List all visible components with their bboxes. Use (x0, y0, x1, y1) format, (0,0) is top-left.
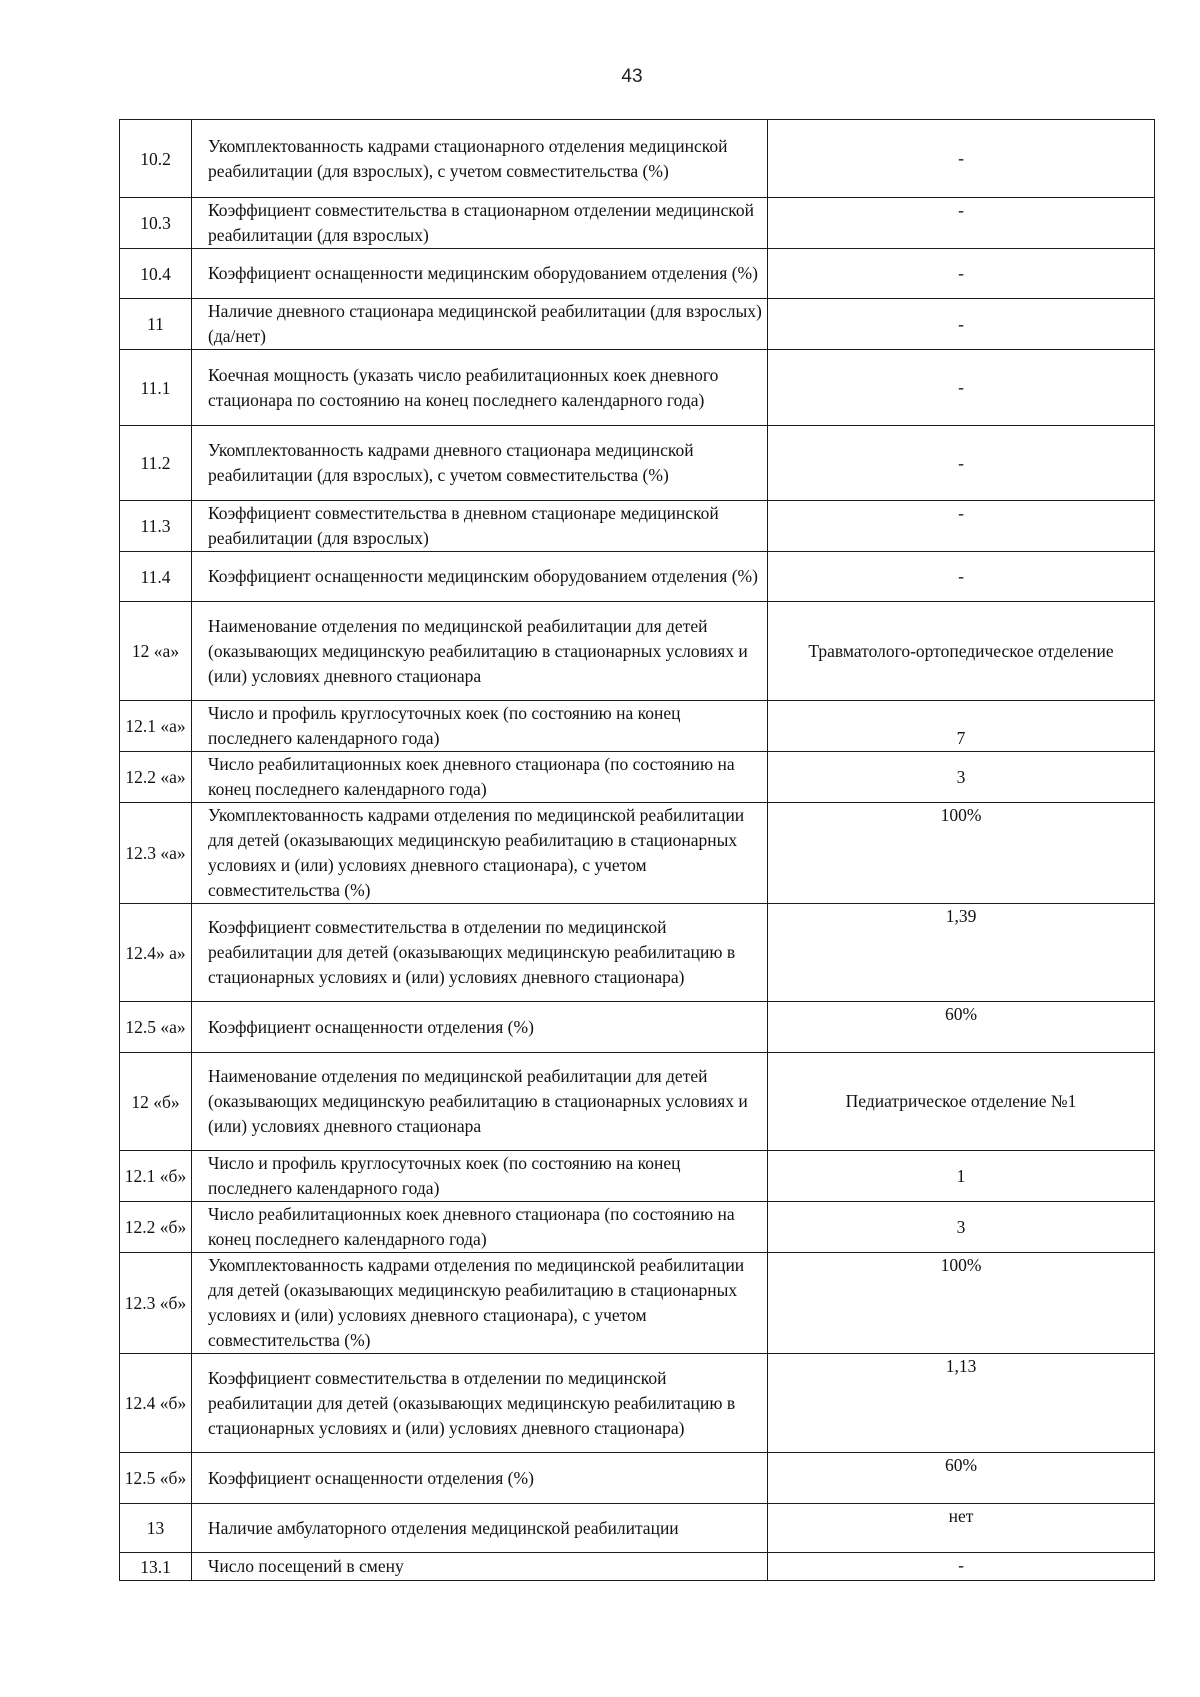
page-number: 43 (621, 66, 643, 87)
row-value: 100% (768, 803, 1155, 904)
row-description: Коэффициент совместительства в стационарном отделении медицинской реабилитации (для взрослых) (192, 198, 768, 249)
table-row (120, 803, 1155, 904)
row-description: Наименование отделения по медицинской реабилитации для детей (оказывающих медицинскую реабилитацию в стационарных условиях и (или) условиях дневного стационара (192, 1053, 768, 1151)
table-row (120, 701, 1155, 752)
row-value: - (768, 299, 1155, 350)
row-description: Коэффициент оснащенности отделения (%) (192, 1002, 768, 1053)
row-number: 12.4 «б» (120, 1354, 192, 1453)
row-description: Укомплектованность кадрами отделения по медицинской реабилитации для детей (оказывающих медицинскую реабилитацию в стационарных условиях и (или) условиях дневного стационара), с учетом совместительства (%) (192, 1253, 768, 1354)
row-description: Число посещений в смену (192, 1553, 768, 1581)
row-description: Наличие дневного стационара медицинской реабилитации (для взрослых) (да/нет) (192, 299, 768, 350)
row-number: 10.4 (120, 249, 192, 299)
table-row (120, 1002, 1155, 1053)
row-description: Число и профиль круглосуточных коек (по состоянию на конец последнего календарного года) (192, 701, 768, 752)
table-row (120, 1151, 1155, 1202)
row-number: 11.1 (120, 350, 192, 426)
table-row (120, 1253, 1155, 1354)
table-row (120, 1053, 1155, 1151)
row-description: Коэффициент совместительства в дневном стационаре медицинской реабилитации (для взрослых) (192, 501, 768, 552)
row-description: Укомплектованность кадрами стационарного отделения медицинской реабилитации (для взрослых), с учетом совместительства (%) (192, 120, 768, 198)
row-value: Педиатрическое отделение №1 (768, 1053, 1155, 1151)
table-row (120, 299, 1155, 350)
table-row (120, 426, 1155, 501)
row-number: 12.3 «б» (120, 1253, 192, 1354)
row-value: 1,39 (768, 904, 1155, 1002)
row-number: 11 (120, 299, 192, 350)
row-description: Коэффициент совместительства в отделении по медицинской реабилитации для детей (оказывающих медицинскую реабилитацию в стационарных условиях и (или) условиях дневного стационара) (192, 904, 768, 1002)
row-number: 11.4 (120, 552, 192, 602)
row-description: Число реабилитационных коек дневного стационара (по состоянию на конец последнего календарного года) (192, 1202, 768, 1253)
row-value: 3 (768, 752, 1155, 803)
table-row (120, 198, 1155, 249)
row-value: - (768, 249, 1155, 299)
row-value: - (768, 120, 1155, 198)
row-description: Коэффициент оснащенности медицинским оборудованием отделения (%) (192, 552, 768, 602)
row-description: Коэффициент оснащенности медицинским оборудованием отделения (%) (192, 249, 768, 299)
row-value: - (768, 501, 1155, 552)
table-row (120, 120, 1155, 198)
row-number: 12 «а» (120, 602, 192, 701)
row-number: 10.3 (120, 198, 192, 249)
row-description: Укомплектованность кадрами отделения по медицинской реабилитации для детей (оказывающих медицинскую реабилитацию в стационарных условиях и (или) условиях дневного стационара), с учетом совместительства (%) (192, 803, 768, 904)
row-value: 100% (768, 1253, 1155, 1354)
table-row (120, 1354, 1155, 1453)
row-description: Наименование отделения по медицинской реабилитации для детей (оказывающих медицинскую реабилитацию в стационарных условиях и (или) условиях дневного стационара (192, 602, 768, 701)
row-number: 12.2 «а» (120, 752, 192, 803)
row-description: Коэффициент оснащенности отделения (%) (192, 1453, 768, 1504)
row-number: 12.2 «б» (120, 1202, 192, 1253)
row-number: 11.3 (120, 501, 192, 552)
row-description: Наличие амбулаторного отделения медицинской реабилитации (192, 1504, 768, 1553)
row-number: 12.5 «б» (120, 1453, 192, 1504)
row-description: Число и профиль круглосуточных коек (по состоянию на конец последнего календарного года) (192, 1151, 768, 1202)
row-number: 10.2 (120, 120, 192, 198)
row-number: 12.5 «а» (120, 1002, 192, 1053)
row-value: 7 (768, 701, 1155, 752)
row-value: - (768, 426, 1155, 501)
table-row (120, 552, 1155, 602)
row-description: Коечная мощность (указать число реабилитационных коек дневного стационара по состоянию на конец последнего календарного года) (192, 350, 768, 426)
row-number: 13.1 (120, 1553, 192, 1581)
table-row (120, 1453, 1155, 1504)
row-number: 11.2 (120, 426, 192, 501)
row-value: нет (768, 1504, 1155, 1553)
row-number: 13 (120, 1504, 192, 1553)
row-value: 1 (768, 1151, 1155, 1202)
row-value: Травматолого-ортопедическое отделение (768, 602, 1155, 701)
row-number: 12.4» а» (120, 904, 192, 1002)
indicators-table (119, 119, 1155, 1581)
row-value: 1,13 (768, 1354, 1155, 1453)
row-description: Укомплектованность кадрами дневного стационара медицинской реабилитации (для взрослых), с учетом совместительства (%) (192, 426, 768, 501)
table-row (120, 1202, 1155, 1253)
row-number: 12.1 «б» (120, 1151, 192, 1202)
row-value: - (768, 552, 1155, 602)
row-description: Число реабилитационных коек дневного стационара (по состоянию на конец последнего календарного года) (192, 752, 768, 803)
table-row (120, 904, 1155, 1002)
table-row (120, 1504, 1155, 1553)
row-value: 60% (768, 1002, 1155, 1053)
table-row (120, 249, 1155, 299)
table-row (120, 350, 1155, 426)
row-number: 12.3 «а» (120, 803, 192, 904)
row-value: - (768, 198, 1155, 249)
table-row (120, 1553, 1155, 1581)
row-number: 12 «б» (120, 1053, 192, 1151)
row-value: - (768, 350, 1155, 426)
row-value: 3 (768, 1202, 1155, 1253)
row-value: - (768, 1553, 1155, 1581)
table-row (120, 752, 1155, 803)
row-number: 12.1 «а» (120, 701, 192, 752)
table-row (120, 602, 1155, 701)
row-description: Коэффициент совместительства в отделении по медицинской реабилитации для детей (оказывающих медицинскую реабилитацию в стационарных условиях и (или) условиях дневного стационара) (192, 1354, 768, 1453)
row-value: 60% (768, 1453, 1155, 1504)
table-row (120, 501, 1155, 552)
